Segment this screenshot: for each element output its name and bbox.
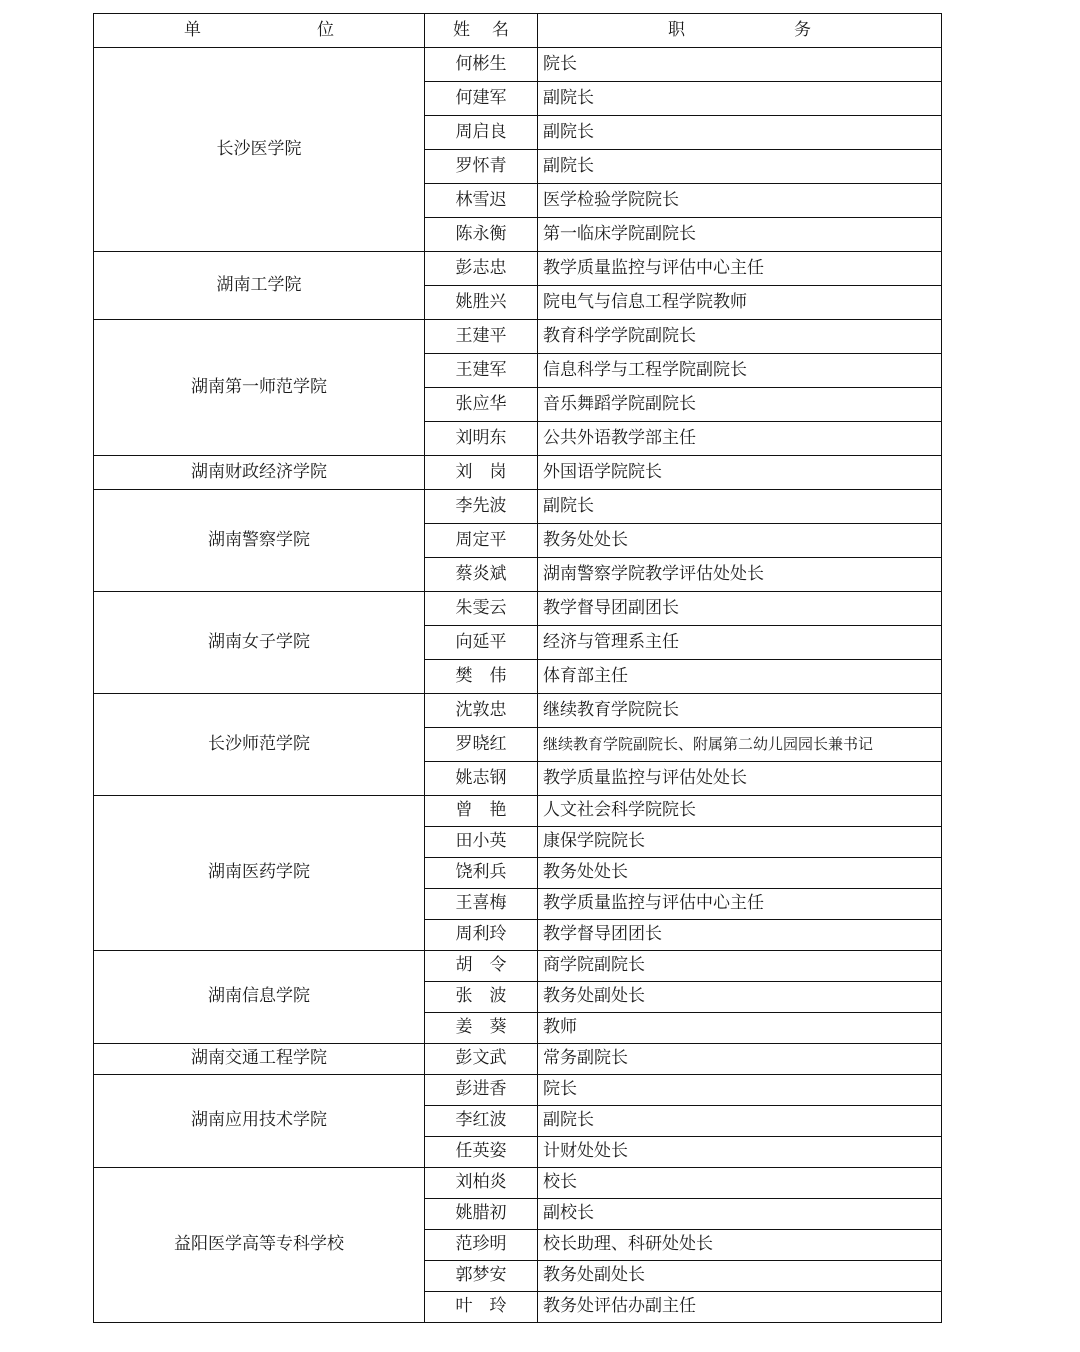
table-row (94, 252, 942, 286)
unit-cell: 益阳医学高等专科学校 (94, 1168, 425, 1323)
header-unit-char: 单 (184, 19, 201, 40)
header-unit (94, 14, 425, 48)
role-cell: 教务处副处长 (538, 1261, 942, 1292)
table-row (94, 490, 942, 524)
header-name-char: 名 (492, 19, 509, 40)
role-cell: 信息科学与工程学院副院长 (538, 354, 942, 388)
header-role-char: 职 (668, 19, 685, 40)
role-cell: 教务处评估办副主任 (538, 1292, 942, 1323)
unit-cell: 湖南信息学院 (94, 951, 425, 1044)
name-cell: 范珍明 (425, 1230, 538, 1261)
unit-cell: 湖南医药学院 (94, 796, 425, 951)
role-cell: 湖南警察学院教学评估处处长 (538, 558, 942, 592)
role-cell: 校长助理、科研处处长 (538, 1230, 942, 1261)
name-cell: 曾 艳 (425, 796, 538, 827)
table-row (94, 1075, 942, 1106)
role-cell: 教学督导团团长 (538, 920, 942, 951)
role-cell: 教学督导团副团长 (538, 592, 942, 626)
name-cell: 姚腊初 (425, 1199, 538, 1230)
role-cell: 音乐舞蹈学院副院长 (538, 388, 942, 422)
table-row (94, 796, 942, 827)
name-cell: 林雪迟 (425, 184, 538, 218)
header-role-char: 务 (794, 19, 811, 40)
header-row (94, 14, 942, 48)
unit-cell: 湖南应用技术学院 (94, 1075, 425, 1168)
role-cell: 教学质量监控与评估中心主任 (538, 252, 942, 286)
name-cell: 刘明东 (425, 422, 538, 456)
role-cell: 院长 (538, 1075, 942, 1106)
staff-table (93, 13, 942, 1323)
name-cell: 饶利兵 (425, 858, 538, 889)
name-cell: 王建军 (425, 354, 538, 388)
role-cell: 经济与管理系主任 (538, 626, 942, 660)
name-cell: 王建平 (425, 320, 538, 354)
name-cell: 张应华 (425, 388, 538, 422)
role-cell: 人文社会科学院院长 (538, 796, 942, 827)
unit-cell: 湖南交通工程学院 (94, 1044, 425, 1075)
role-cell: 校长 (538, 1168, 942, 1199)
name-cell: 何建军 (425, 82, 538, 116)
role-cell: 继续教育学院院长 (538, 694, 942, 728)
name-cell: 姜 葵 (425, 1013, 538, 1044)
header-role (538, 14, 942, 48)
name-cell: 姚志钢 (425, 762, 538, 796)
name-cell: 姚胜兴 (425, 286, 538, 320)
role-cell: 教务处副处长 (538, 982, 942, 1013)
name-cell: 彭文武 (425, 1044, 538, 1075)
role-cell: 副院长 (538, 490, 942, 524)
role-cell: 公共外语教学部主任 (538, 422, 942, 456)
name-cell: 罗晓红 (425, 728, 538, 762)
name-cell: 朱雯云 (425, 592, 538, 626)
role-cell: 外国语学院院长 (538, 456, 942, 490)
role-cell: 教务处处长 (538, 858, 942, 889)
unit-cell: 湖南警察学院 (94, 490, 425, 592)
header-name-char: 姓 (453, 19, 470, 40)
table-row (94, 456, 942, 490)
name-cell: 刘柏炎 (425, 1168, 538, 1199)
unit-cell: 湖南女子学院 (94, 592, 425, 694)
unit-cell: 长沙医学院 (94, 48, 425, 252)
name-cell: 张 波 (425, 982, 538, 1013)
name-cell: 罗怀青 (425, 150, 538, 184)
role-cell: 常务副院长 (538, 1044, 942, 1075)
role-cell: 教学质量监控与评估处处长 (538, 762, 942, 796)
table-row (94, 320, 942, 354)
name-cell: 周启良 (425, 116, 538, 150)
name-cell: 沈敦忠 (425, 694, 538, 728)
name-cell: 向延平 (425, 626, 538, 660)
name-cell: 蔡炎斌 (425, 558, 538, 592)
name-cell: 何彬生 (425, 48, 538, 82)
role-cell: 医学检验学院院长 (538, 184, 942, 218)
name-cell: 胡 令 (425, 951, 538, 982)
table-row (94, 1168, 942, 1199)
role-cell: 副校长 (538, 1199, 942, 1230)
role-cell: 第一临床学院副院长 (538, 218, 942, 252)
role-cell: 副院长 (538, 1106, 942, 1137)
role-cell: 副院长 (538, 116, 942, 150)
role-cell: 计财处处长 (538, 1137, 942, 1168)
role-cell: 教师 (538, 1013, 942, 1044)
name-cell: 李先波 (425, 490, 538, 524)
name-cell: 周定平 (425, 524, 538, 558)
name-cell: 刘 岗 (425, 456, 538, 490)
role-cell: 副院长 (538, 82, 942, 116)
role-cell: 教务处处长 (538, 524, 942, 558)
role-cell: 康保学院院长 (538, 827, 942, 858)
table-row (94, 592, 942, 626)
name-cell: 任英姿 (425, 1137, 538, 1168)
header-name (425, 14, 538, 48)
role-cell: 商学院副院长 (538, 951, 942, 982)
name-cell: 王喜梅 (425, 889, 538, 920)
role-cell: 副院长 (538, 150, 942, 184)
unit-cell: 湖南第一师范学院 (94, 320, 425, 456)
role-cell: 教学质量监控与评估中心主任 (538, 889, 942, 920)
unit-cell: 湖南工学院 (94, 252, 425, 320)
header-unit-char: 位 (317, 19, 334, 40)
name-cell: 田小英 (425, 827, 538, 858)
name-cell: 周利玲 (425, 920, 538, 951)
name-cell: 樊 伟 (425, 660, 538, 694)
table-row (94, 48, 942, 82)
role-cell: 体育部主任 (538, 660, 942, 694)
name-cell: 叶 玲 (425, 1292, 538, 1323)
table-row (94, 1044, 942, 1075)
table-row (94, 951, 942, 982)
name-cell: 陈永衡 (425, 218, 538, 252)
unit-cell: 长沙师范学院 (94, 694, 425, 796)
name-cell: 彭进香 (425, 1075, 538, 1106)
unit-cell: 湖南财政经济学院 (94, 456, 425, 490)
name-cell: 彭志忠 (425, 252, 538, 286)
role-cell: 教育科学学院副院长 (538, 320, 942, 354)
role-cell: 院长 (538, 48, 942, 82)
name-cell: 郭梦安 (425, 1261, 538, 1292)
table-row (94, 694, 942, 728)
role-cell: 继续教育学院副院长、附属第二幼儿园园长兼书记 (538, 728, 942, 762)
role-cell: 院电气与信息工程学院教师 (538, 286, 942, 320)
name-cell: 李红波 (425, 1106, 538, 1137)
